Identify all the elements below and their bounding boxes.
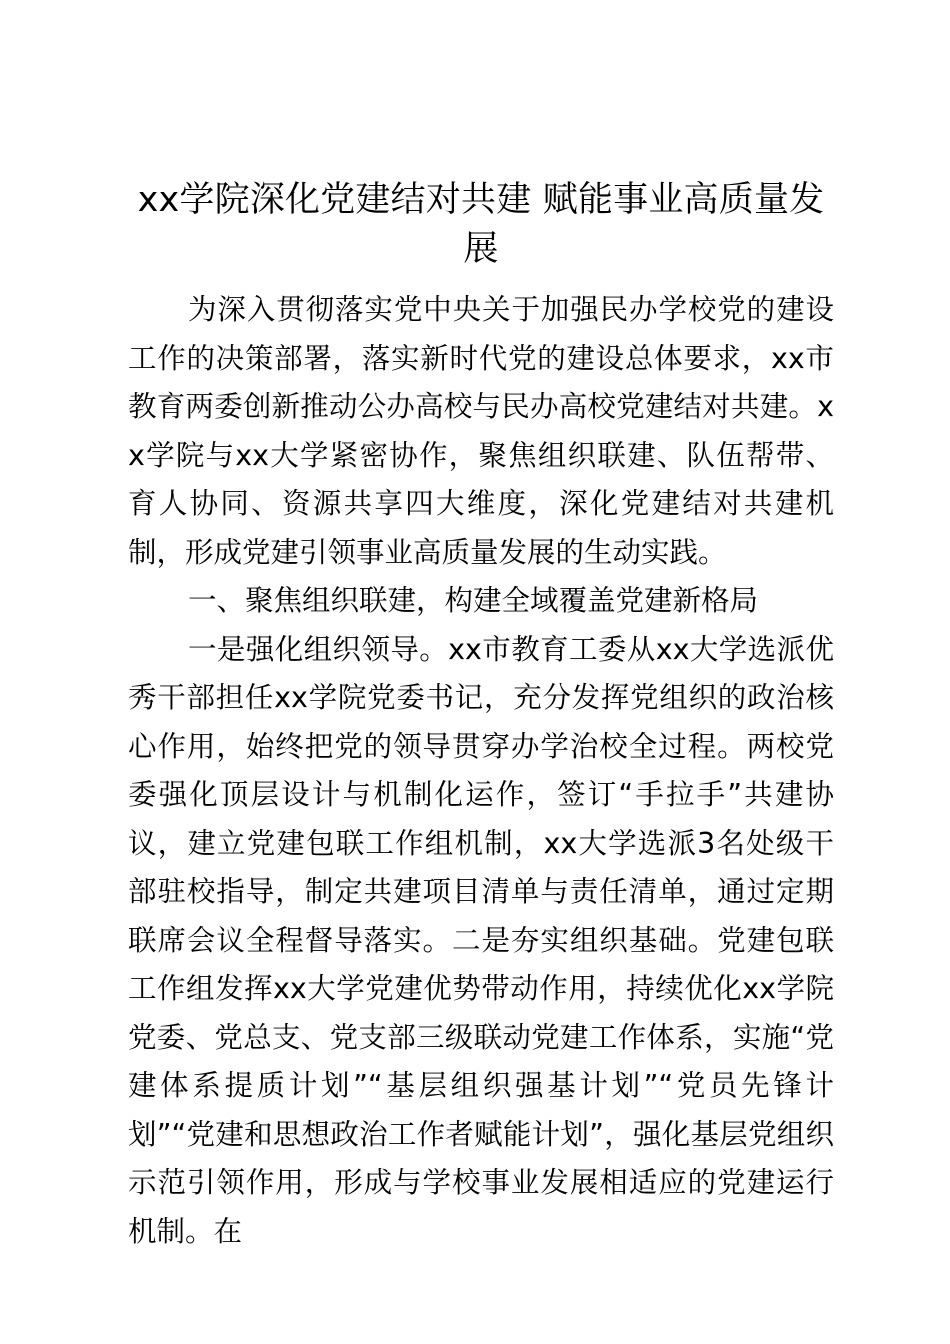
document-content — [128, 176, 834, 1256]
page-title: xx学院深化党建结对共建 赋能事业高质量发展 — [137, 180, 825, 269]
section-heading-one: 一、聚焦组织联建，构建全域覆盖党建新格局 — [188, 584, 759, 617]
paragraph-section-one-body: 一是强化组织领导。xx市教育工委从xx大学选派优秀干部担任xx学院党委书记，充分发挥党组织的政治核心作用，始终把党的领导贯穿办学治校全过程。两校党委强化顶层设计与机制化运作，签订“手拉手”共建协议，建立党建包联工作组机制，xx大学选派3名处级干部驻校指导，制定共建项目清单与责任清单，通过定期联席会议全程督导落实。二是夯实组织基础。党建包联工作组发挥xx大学党建优势带动作用，持续优化xx学院党委、党总支、党支部三级联动党建工作体系，实施“党建体系提质计划”“基层组织强基计划”“党员先锋计划”“党建和思想政治工作者赋能计划”，强化基层党组织示范引领作用，形成与学校事业发展相适应的党建运行机制。在 — [128, 632, 834, 1248]
paragraph-intro: 为深入贯彻落实党中央关于加强民办学校党的建设工作的决策部署，落实新时代党的建设总体要求，xx市教育两委创新推动公办高校与民办高校党建结对共建。xx学院与xx大学紧密协作，聚焦组织联建、队伍帮带、育人协同、资源共享四大维度，深化党建结对共建机制，形成党建引领事业高质量发展的生动实践。 — [128, 293, 834, 569]
